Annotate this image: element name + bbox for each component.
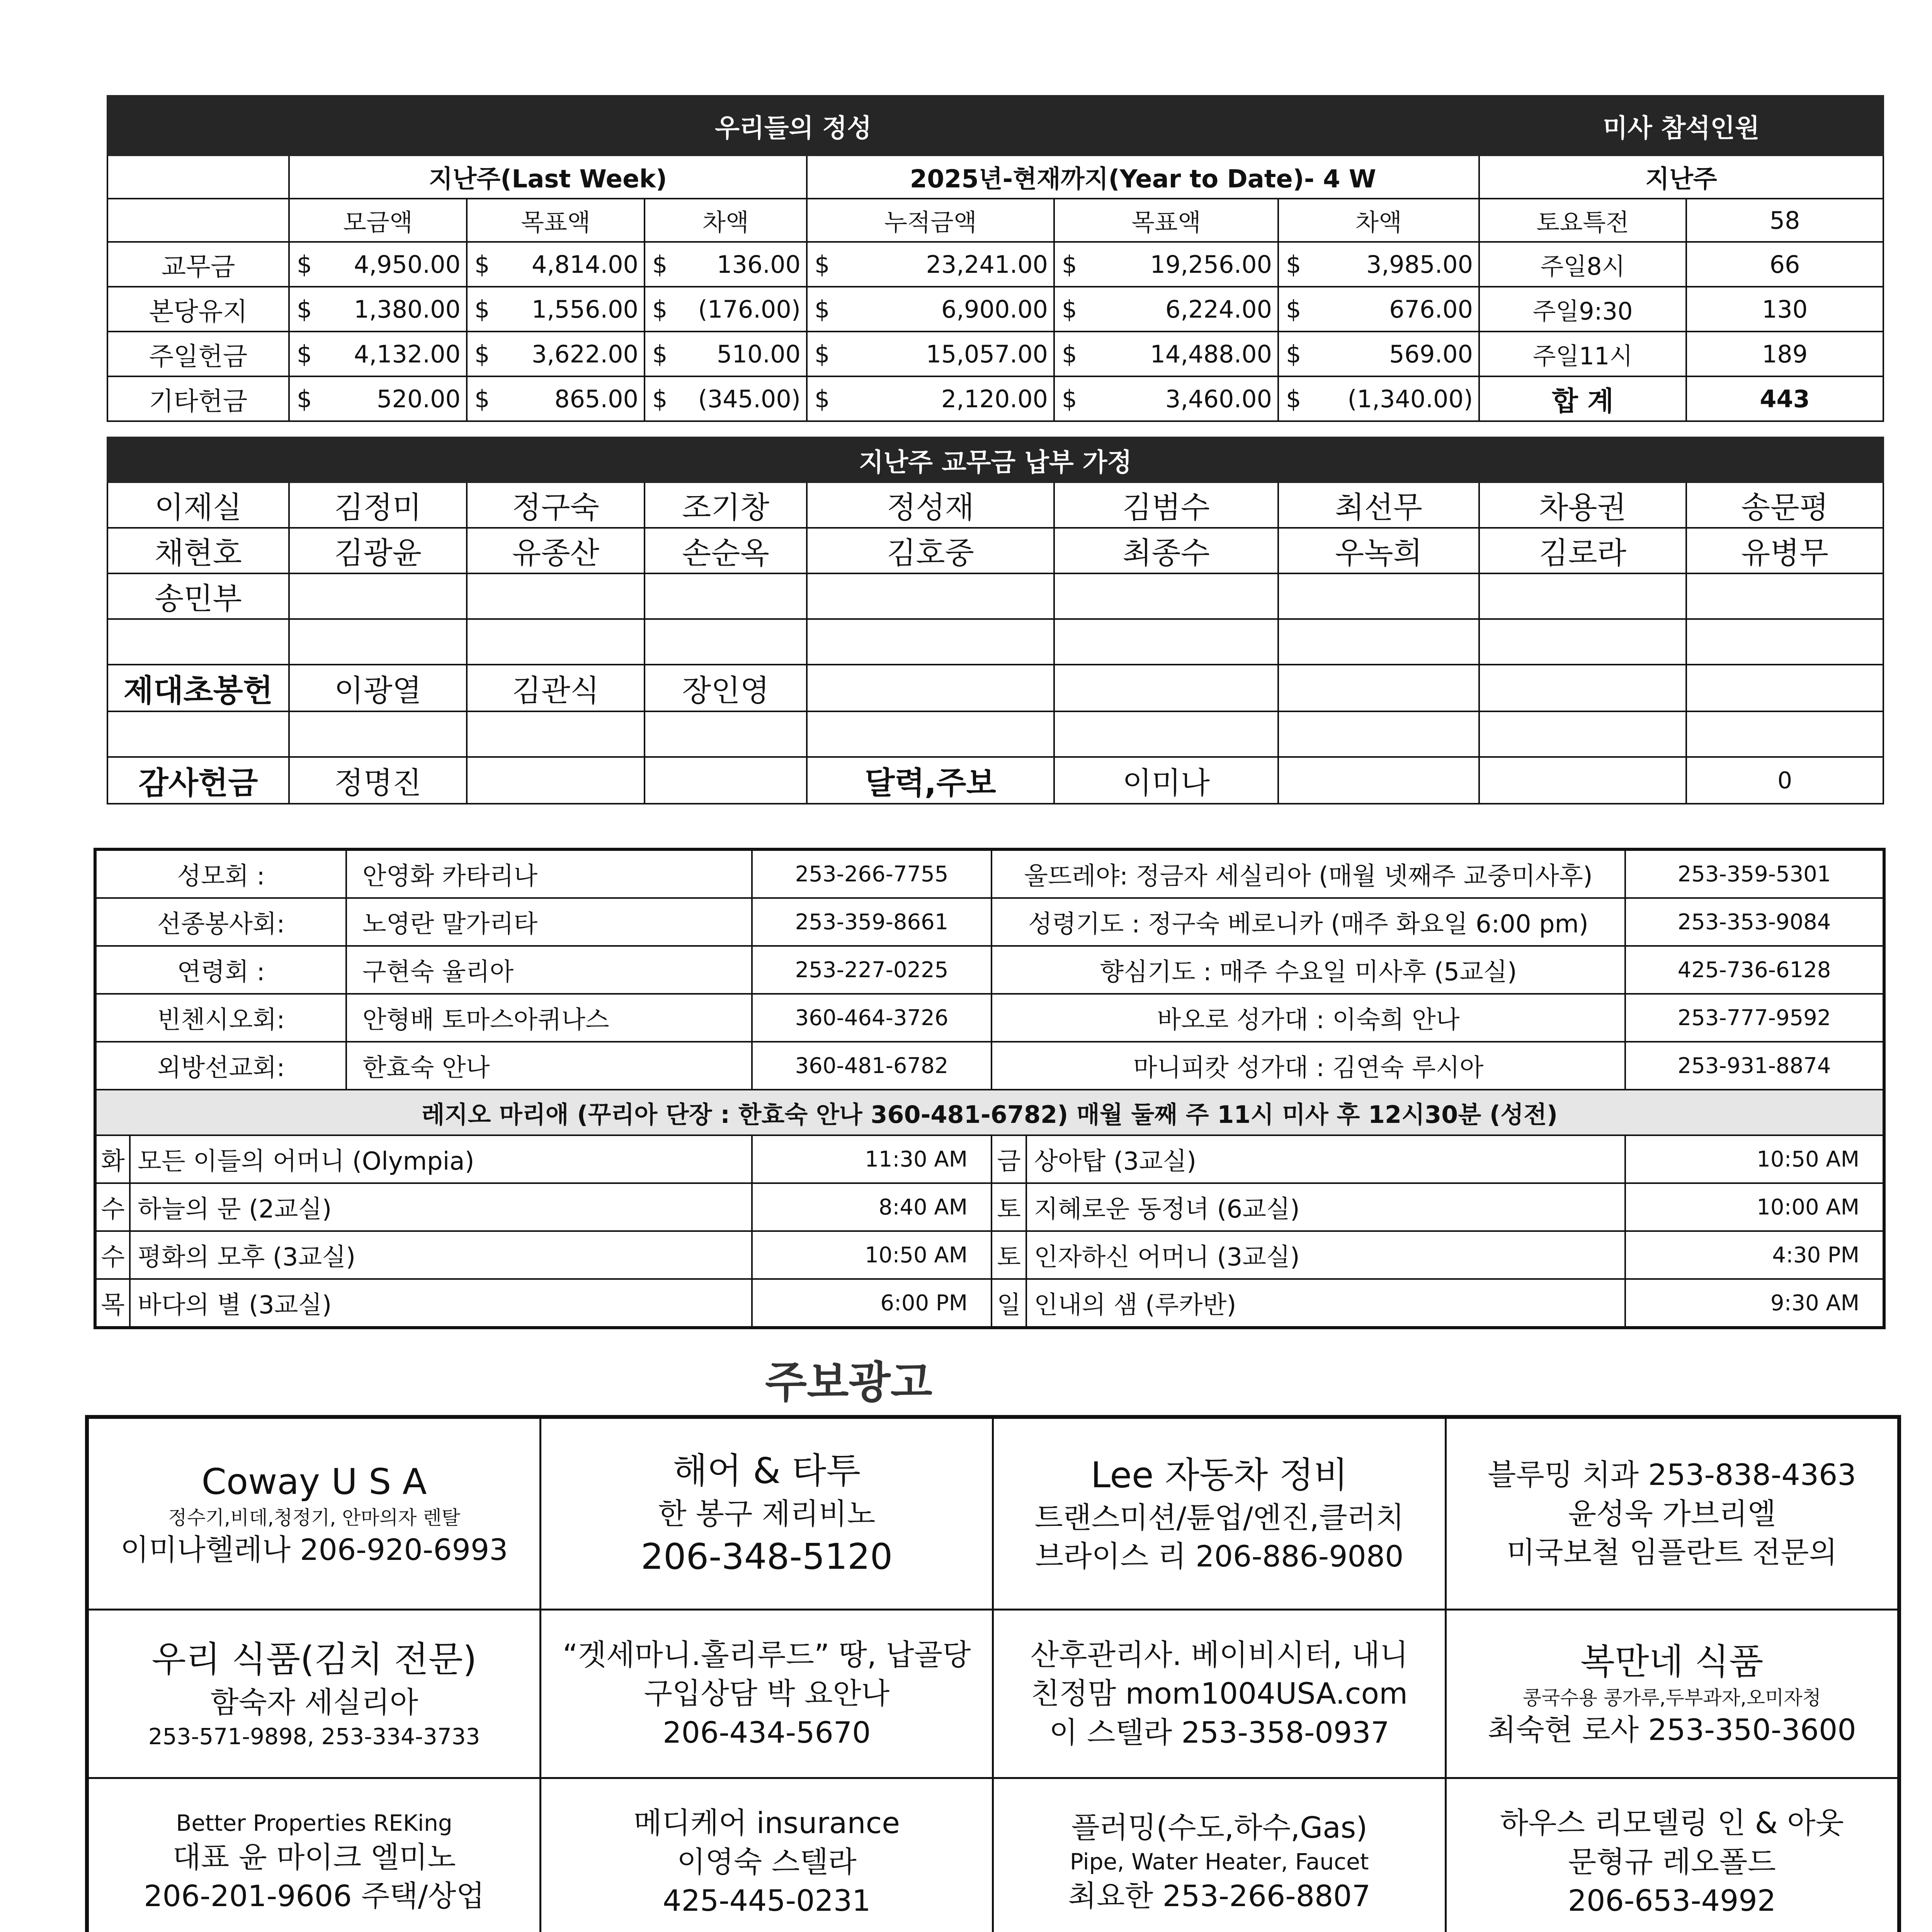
attendance-last-week-header: 지난주 <box>1479 155 1883 199</box>
attendance-title: 미사 참석인원 <box>1479 96 1883 155</box>
altar-name: 김관식 <box>467 665 645 711</box>
donor-name: 유종산 <box>467 528 645 573</box>
money-cell <box>807 287 1054 332</box>
ad-headline: 플러밍(수도,하수,Gas) <box>1071 1810 1367 1845</box>
currency-sign: $ <box>297 250 312 279</box>
amount: 19,256.00 <box>1150 250 1272 279</box>
group-person: 안영화 카타리나 <box>346 849 752 898</box>
group-name: 외방선교회: <box>95 1042 346 1090</box>
group-person: 안형배 토마스아퀴나스 <box>346 994 752 1042</box>
group-description: 마니피캇 성가대 : 김연숙 루시아 <box>992 1042 1625 1090</box>
group-person: 구현숙 율리아 <box>346 946 752 994</box>
meeting-day: 토 <box>992 1231 1026 1279</box>
donor-name: 최선무 <box>1278 482 1479 528</box>
ad-cell <box>993 1778 1446 1932</box>
money-cell <box>807 332 1054 376</box>
offering-title: 우리들의 정성 <box>107 96 1479 155</box>
offering-row-label: 교무금 <box>107 242 289 287</box>
ad-cell <box>87 1778 541 1932</box>
money-cell <box>1278 332 1479 376</box>
group-person: 노영란 말가리타 <box>346 898 752 946</box>
amount: 3,622.00 <box>531 340 638 368</box>
group-phone: 253-353-9084 <box>1625 898 1884 946</box>
currency-sign: $ <box>652 295 668 323</box>
group-phone: 253-359-5301 <box>1625 849 1884 898</box>
donor-name: 김정미 <box>289 482 467 528</box>
last-week-header: 지난주(Last Week) <box>289 155 807 199</box>
currency-sign: $ <box>474 384 490 413</box>
donor-name: 정성재 <box>807 482 1054 528</box>
amount: 6,224.00 <box>1165 295 1272 323</box>
meeting-day: 화 <box>95 1135 130 1183</box>
ad-line: 206-201-9606 주택/상업 <box>144 1879 485 1913</box>
col-header: 모금액 <box>289 199 467 242</box>
praesidium-name: 모든 이들의 어머니 (Olympia) <box>130 1135 752 1183</box>
praesidium-name: 바다의 별 (3교실) <box>130 1279 752 1328</box>
ad-cell <box>993 1417 1446 1610</box>
money-cell <box>1054 332 1278 376</box>
amount: 6,900.00 <box>941 295 1048 323</box>
meeting-time: 9:30 AM <box>1625 1279 1884 1328</box>
currency-sign: $ <box>1286 295 1301 323</box>
donor-name: 차용권 <box>1479 482 1686 528</box>
ad-headline: 하우스 리모델링 인 & 아웃 <box>1500 1806 1844 1840</box>
ad-line: 425-445-0231 <box>663 1883 871 1918</box>
donor-name: 조기창 <box>645 482 807 528</box>
group-description: 성령기도 : 정구숙 베로니카 (매주 화요일 6:00 pm) <box>992 898 1625 946</box>
amount: 4,132.00 <box>354 340 461 368</box>
group-name: 성모회 : <box>95 849 346 898</box>
ad-line: Pipe, Water Heater, Faucet <box>1070 1849 1369 1875</box>
ad-line: 최숙현 로사 253-350-3600 <box>1487 1713 1856 1747</box>
ad-line: 브라이스 리 206-886-9080 <box>1035 1539 1404 1574</box>
ad-cell <box>87 1610 541 1778</box>
money-cell <box>467 287 645 332</box>
offering-row-label: 본당유지 <box>107 287 289 332</box>
money-cell <box>289 376 467 421</box>
currency-sign: $ <box>652 340 668 368</box>
group-phone: 253-777-9592 <box>1625 994 1884 1042</box>
money-cell <box>807 242 1054 287</box>
amount: 23,241.00 <box>926 250 1048 279</box>
ad-cell <box>87 1417 541 1610</box>
ad-headline: 산후관리사. 베이비시터, 내니 <box>1030 1638 1408 1672</box>
donor-name: 유병무 <box>1686 528 1883 573</box>
donor-name: 우녹희 <box>1278 528 1479 573</box>
money-cell <box>1054 376 1278 421</box>
amount: 1,380.00 <box>354 295 461 323</box>
ads-grid <box>85 1415 1901 1932</box>
amount: 3,985.00 <box>1366 250 1473 279</box>
group-phone: 253-931-8874 <box>1625 1042 1884 1090</box>
ad-cell <box>993 1610 1446 1778</box>
donor-name: 송문평 <box>1686 482 1883 528</box>
calendar-label: 달력,주보 <box>807 757 1054 804</box>
amount: 510.00 <box>717 340 801 368</box>
ad-cell <box>541 1610 993 1778</box>
money-cell <box>645 242 807 287</box>
currency-sign: $ <box>1062 340 1077 368</box>
money-cell <box>1278 376 1479 421</box>
amount: 136.00 <box>717 250 801 279</box>
group-name: 연령회 : <box>95 946 346 994</box>
amount: 14,488.00 <box>1150 340 1272 368</box>
currency-sign: $ <box>297 384 312 413</box>
ads-row <box>87 1417 1899 1610</box>
offering-row <box>107 376 1883 421</box>
praesidium-row <box>95 1231 1884 1279</box>
donor-name: 송민부 <box>107 573 289 619</box>
group-row <box>95 946 1884 994</box>
attendance-value: 130 <box>1686 287 1883 332</box>
offering-row <box>107 287 1883 332</box>
thanks-name: 정명진 <box>289 757 467 804</box>
group-description: 울뜨레야: 정금자 세실리아 (매월 넷째주 교중미사후) <box>992 849 1625 898</box>
currency-sign: $ <box>815 295 830 323</box>
amount: 865.00 <box>554 384 638 413</box>
attendance-value: 443 <box>1686 376 1883 421</box>
donor-name: 김광윤 <box>289 528 467 573</box>
offering-row-label: 기타헌금 <box>107 376 289 421</box>
ad-line: 콩국수용 콩가루,두부과자,오미자청 <box>1522 1687 1821 1709</box>
meeting-day: 수 <box>95 1183 130 1231</box>
meeting-day: 목 <box>95 1279 130 1328</box>
donors-table <box>107 437 1884 804</box>
meeting-time: 10:50 AM <box>752 1231 992 1279</box>
ad-headline: Lee 자동차 정비 <box>1090 1454 1348 1496</box>
amount: 1,556.00 <box>531 295 638 323</box>
currency-sign: $ <box>297 340 312 368</box>
money-cell <box>289 287 467 332</box>
col-header: 누적금액 <box>807 199 1054 242</box>
altar-name: 장인영 <box>645 665 807 711</box>
ad-line: 이영숙 스텔라 <box>677 1844 857 1879</box>
meeting-day: 수 <box>95 1231 130 1279</box>
donor-name: 최종수 <box>1054 528 1278 573</box>
meeting-time: 6:00 PM <box>752 1279 992 1328</box>
attendance-label: 주일11시 <box>1479 332 1686 376</box>
amount: (176.00) <box>698 295 801 323</box>
praesidium-name: 평화의 모후 (3교실) <box>130 1231 752 1279</box>
group-description: 바오로 성가대 : 이숙희 안나 <box>992 994 1625 1042</box>
amount: 676.00 <box>1389 295 1473 323</box>
group-name: 빈첸시오회: <box>95 994 346 1042</box>
legio-mariae-banner: 레지오 마리애 (꾸리아 단장 : 한효숙 안나 360-481-6782) 매월 둘째 주 11시 미사 후 12시30분 (성전) <box>95 1090 1884 1135</box>
amount: (1,340.00) <box>1347 384 1473 413</box>
attendance-label: 주일9:30 <box>1479 287 1686 332</box>
praesidium-name: 인자하신 어머니 (3교실) <box>1026 1231 1625 1279</box>
attendance-label: 합 계 <box>1479 376 1686 421</box>
money-cell <box>807 376 1054 421</box>
meeting-day: 일 <box>992 1279 1026 1328</box>
money-cell <box>1054 287 1278 332</box>
groups-table <box>94 848 1886 1329</box>
group-phone: 360-464-3726 <box>752 994 992 1042</box>
group-row <box>95 898 1884 946</box>
ad-line: 윤성욱 가브리엘 <box>1568 1496 1776 1531</box>
praesidium-row <box>95 1279 1884 1328</box>
currency-sign: $ <box>1286 340 1301 368</box>
group-phone: 253-227-0225 <box>752 946 992 994</box>
currency-sign: $ <box>815 340 830 368</box>
ad-line: 206-653-4992 <box>1568 1883 1776 1918</box>
currency-sign: $ <box>474 250 490 279</box>
currency-sign: $ <box>1062 295 1077 323</box>
ad-headline: 해어 & 타투 <box>673 1450 861 1492</box>
money-cell <box>1054 242 1278 287</box>
amount: (345.00) <box>698 384 801 413</box>
thanks-offering-label: 감사헌금 <box>107 757 289 804</box>
calendar-name: 이미나 <box>1054 757 1278 804</box>
ad-headline: 복만네 식품 <box>1580 1641 1764 1682</box>
amount: 2,120.00 <box>941 384 1048 413</box>
ads-row <box>87 1778 1899 1932</box>
ad-line: 미국보철 임플란트 전문의 <box>1506 1535 1837 1570</box>
donors-title: 지난주 교무금 납부 가정 <box>107 437 1883 482</box>
amount: 520.00 <box>377 384 461 413</box>
ad-line: 최요한 253-266-8807 <box>1068 1879 1371 1913</box>
offering-row-label: 주일헌금 <box>107 332 289 376</box>
ad-cell <box>1446 1610 1899 1778</box>
offering-row <box>107 332 1883 376</box>
currency-sign: $ <box>1062 384 1077 413</box>
currency-sign: $ <box>652 384 668 413</box>
group-name: 선종봉사회: <box>95 898 346 946</box>
praesidium-row <box>95 1183 1884 1231</box>
ad-headline: Better Properties REKing <box>176 1810 452 1837</box>
ad-headline: “겟세마니.홀리루드” 땅, 납골당 <box>563 1638 971 1672</box>
praesidium-name: 하늘의 문 (2교실) <box>130 1183 752 1231</box>
donor-name: 이제실 <box>107 482 289 528</box>
attendance-label: 주일8시 <box>1479 242 1686 287</box>
donor-name: 김호중 <box>807 528 1054 573</box>
money-cell <box>1278 287 1479 332</box>
ad-line: 대표 윤 마이크 엘미노 <box>172 1840 456 1874</box>
attendance-value: 66 <box>1686 242 1883 287</box>
praesidium-name: 상아탑 (3교실) <box>1026 1135 1625 1183</box>
ad-cell <box>541 1417 993 1610</box>
ad-line: 이미나헬레나 206-920-6993 <box>120 1532 508 1567</box>
ad-line: 정수기,비데,청정기, 안마의자 렌탈 <box>168 1507 460 1529</box>
group-phone: 253-359-8661 <box>752 898 992 946</box>
group-description: 향심기도 : 매주 수요일 미사후 (5교실) <box>992 946 1625 994</box>
offering-row <box>107 242 1883 287</box>
ad-line: 206-348-5120 <box>641 1536 893 1577</box>
calendar-value: 0 <box>1686 757 1883 804</box>
group-phone: 425-736-6128 <box>1625 946 1884 994</box>
ads-title: 주보광고 <box>765 1357 932 1408</box>
meeting-day: 금 <box>992 1135 1026 1183</box>
offering-table <box>107 95 1884 422</box>
currency-sign: $ <box>297 295 312 323</box>
money-cell <box>645 376 807 421</box>
col-header: 차액 <box>645 199 807 242</box>
ad-line: 253-571-9898, 253-334-3733 <box>148 1723 480 1750</box>
group-phone: 360-481-6782 <box>752 1042 992 1090</box>
col-header: 목표액 <box>467 199 645 242</box>
meeting-time: 4:30 PM <box>1625 1231 1884 1279</box>
ad-cell <box>541 1778 993 1932</box>
money-cell <box>289 242 467 287</box>
ad-line: 트랜스미션/튠업/엔진,클러치 <box>1034 1500 1404 1535</box>
ad-cell <box>1446 1778 1899 1932</box>
meeting-time: 10:00 AM <box>1625 1183 1884 1231</box>
ad-cell <box>1446 1417 1899 1610</box>
ad-line: 구입상담 박 요안나 <box>644 1676 890 1711</box>
money-cell <box>467 242 645 287</box>
money-cell <box>645 332 807 376</box>
meeting-time: 11:30 AM <box>752 1135 992 1183</box>
donor-name: 정구숙 <box>467 482 645 528</box>
amount: 4,814.00 <box>531 250 638 279</box>
col-header: 목표액 <box>1054 199 1278 242</box>
ads-row <box>87 1610 1899 1778</box>
attendance-label: 토요특전 <box>1479 199 1686 242</box>
ad-headline: 블루밍 치과 253-838-4363 <box>1487 1458 1856 1492</box>
meeting-time: 8:40 AM <box>752 1183 992 1231</box>
meeting-day: 토 <box>992 1183 1026 1231</box>
currency-sign: $ <box>474 295 490 323</box>
ytd-header: 2025년-현재까지(Year to Date)- 4 W <box>807 155 1479 199</box>
amount: 15,057.00 <box>926 340 1048 368</box>
meeting-time: 10:50 AM <box>1625 1135 1884 1183</box>
altar-name: 이광열 <box>289 665 467 711</box>
group-row <box>95 994 1884 1042</box>
donor-name: 김범수 <box>1054 482 1278 528</box>
praesidium-name: 인내의 샘 (루카반) <box>1026 1279 1625 1328</box>
ad-line: 문형규 레오폴드 <box>1568 1844 1776 1879</box>
currency-sign: $ <box>1062 250 1077 279</box>
group-row <box>95 1042 1884 1090</box>
donor-name: 손순옥 <box>645 528 807 573</box>
praesidium-name: 지혜로운 동정녀 (6교실) <box>1026 1183 1625 1231</box>
currency-sign: $ <box>1286 384 1301 413</box>
money-cell <box>645 287 807 332</box>
ad-headline: 메디케어 insurance <box>633 1806 900 1840</box>
col-header: 차액 <box>1278 199 1479 242</box>
ad-headline: 우리 식품(김치 전문) <box>151 1639 477 1680</box>
currency-sign: $ <box>815 384 830 413</box>
money-cell <box>467 376 645 421</box>
group-person: 한효숙 안나 <box>346 1042 752 1090</box>
currency-sign: $ <box>1286 250 1301 279</box>
group-row <box>95 849 1884 898</box>
currency-sign: $ <box>815 250 830 279</box>
ad-line: 친정맘 mom1004USA.com <box>1031 1676 1408 1711</box>
ad-line: 한 봉구 제리비노 <box>658 1496 876 1531</box>
attendance-value: 189 <box>1686 332 1883 376</box>
currency-sign: $ <box>474 340 490 368</box>
amount: 569.00 <box>1389 340 1473 368</box>
donor-name: 김로라 <box>1479 528 1686 573</box>
group-phone: 253-266-7755 <box>752 849 992 898</box>
currency-sign: $ <box>652 250 668 279</box>
praesidium-row <box>95 1135 1884 1183</box>
donor-name: 채현호 <box>107 528 289 573</box>
amount: 4,950.00 <box>354 250 461 279</box>
ad-line: 206-434-5670 <box>663 1715 871 1750</box>
ad-headline: Coway U S A <box>201 1461 427 1502</box>
amount: 3,460.00 <box>1165 384 1272 413</box>
ad-line: 함숙자 세실리아 <box>210 1685 418 1719</box>
money-cell <box>1278 242 1479 287</box>
money-cell <box>289 332 467 376</box>
money-cell <box>467 332 645 376</box>
altar-candle-label: 제대초봉헌 <box>107 665 289 711</box>
attendance-value: 58 <box>1686 199 1883 242</box>
ad-line: 이 스텔라 253-358-0937 <box>1049 1715 1389 1750</box>
